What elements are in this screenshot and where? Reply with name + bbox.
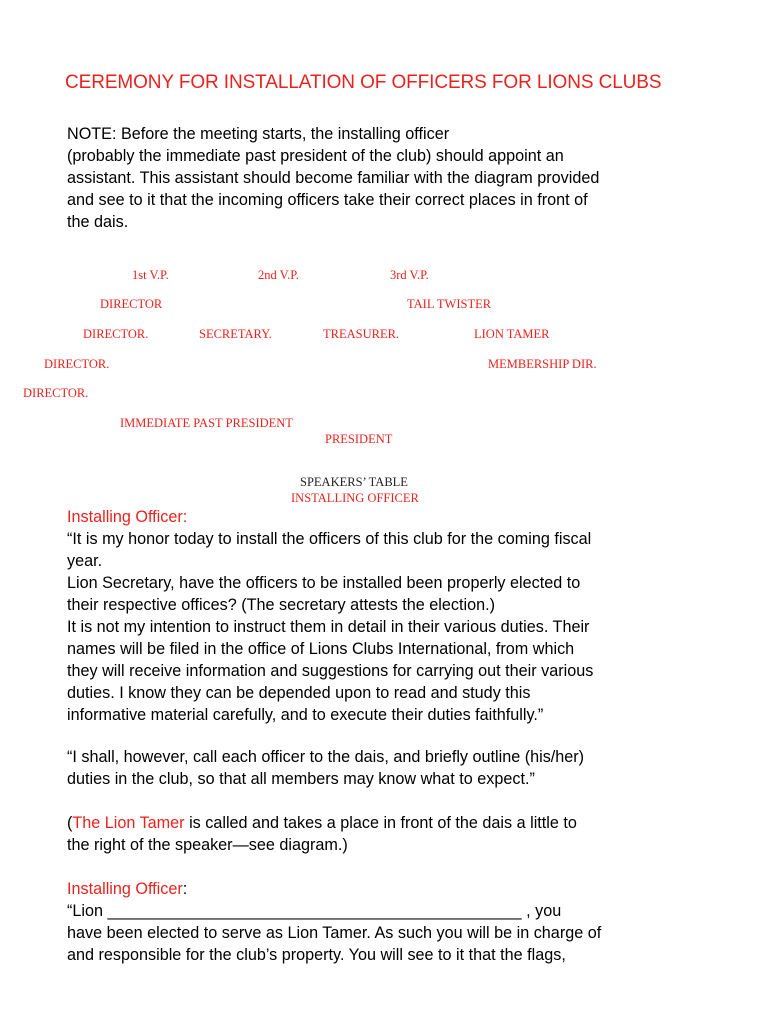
speech-line: they will receive information and suggestions for carrying out their various: [67, 662, 594, 680]
stage-direction: [67, 812, 667, 856]
speech-line: “I shall, however, call each officer to the dais, and briefly outline (his/her): [67, 748, 585, 766]
diagram-tail-twister: TAIL TWISTER: [407, 297, 492, 311]
speaker-heading-line: [67, 878, 667, 900]
diagram-3rd-vp: 3rd V.P.: [390, 268, 429, 282]
diagram-lion-tamer: LION TAMER: [474, 327, 550, 341]
note-line: the dais.: [67, 213, 129, 231]
note-line: and see to it that the incoming officers take their correct places in front of: [67, 191, 588, 209]
open-paren: (: [67, 814, 73, 832]
speech-line: Lion Secretary, have the officers to be installed been properly elected to: [67, 574, 581, 592]
speech-line: have been elected to serve as Lion Tamer. As such you will be in charge of: [67, 924, 602, 942]
diagram-installing-officer: INSTALLING OFFICER: [291, 491, 419, 505]
diagram-secretary: SECRETARY.: [199, 327, 272, 341]
heading-colon: :: [182, 880, 188, 898]
diagram-treasurer: TREASURER.: [323, 327, 400, 341]
stage-direction-line: [67, 812, 667, 834]
lion-tamer-highlight: The Lion Tamer: [72, 814, 185, 832]
speech-line: informative material carefully, and to execute their duties faithfully.”: [67, 706, 544, 724]
note-line: NOTE: Before the meeting starts, the installing officer: [67, 125, 450, 143]
diagram-director: DIRECTOR: [100, 297, 163, 311]
speech-line: their respective offices? (The secretary attests the election.): [67, 596, 495, 614]
installing-officer-speech-1: [67, 506, 667, 726]
speech-line: “Lion ______________________________________________ , you: [67, 902, 562, 920]
diagram-2nd-vp: 2nd V.P.: [258, 268, 299, 282]
speaker-heading: Installing Officer:: [67, 508, 188, 526]
speaker-heading: Installing Officer: [67, 880, 183, 898]
speech-line: It is not my intention to instruct them in detail in their various duties. Their: [67, 618, 590, 636]
diagram-speakers-table: SPEAKERS’ TABLE: [300, 475, 408, 489]
note-line: assistant. This assistant should become familiar with the diagram provided: [67, 169, 600, 187]
note-line: (probably the immediate past president of the club) should appoint an: [67, 147, 564, 165]
speech-line: and responsible for the club’s property. You will see to it that the flags,: [67, 946, 566, 964]
diagram-membership-director: MEMBERSHIP DIR.: [488, 357, 597, 371]
speech-line: year.: [67, 552, 103, 570]
diagram-immediate-past-president: IMMEDIATE PAST PRESIDENT: [120, 416, 293, 430]
speech-line: “It is my honor today to install the officers of this club for the coming fiscal: [67, 530, 592, 548]
installing-officer-speech-2: [67, 746, 667, 790]
document-title: CEREMONY FOR INSTALLATION OF OFFICERS FOR LIONS CLUBS: [65, 72, 662, 93]
installing-officer-speech-3: [67, 878, 667, 966]
speech-line: names will be filed in the office of Lions Clubs International, from which: [67, 640, 575, 658]
diagram-1st-vp: 1st V.P.: [132, 268, 169, 282]
speech-line: duties. I know they can be depended upon to read and study this: [67, 684, 531, 702]
diagram-director: DIRECTOR.: [23, 386, 89, 400]
note-paragraph: [67, 123, 667, 233]
diagram-director: DIRECTOR.: [83, 327, 149, 341]
diagram-president: PRESIDENT: [325, 432, 393, 446]
stage-direction-text: is called and takes a place in front of the dais a little to: [184, 814, 577, 832]
speech-line: duties in the club, so that all members may know what to expect.”: [67, 770, 535, 788]
stage-direction-line: the right of the speaker—see diagram.): [67, 836, 348, 854]
diagram-director: DIRECTOR.: [44, 357, 110, 371]
